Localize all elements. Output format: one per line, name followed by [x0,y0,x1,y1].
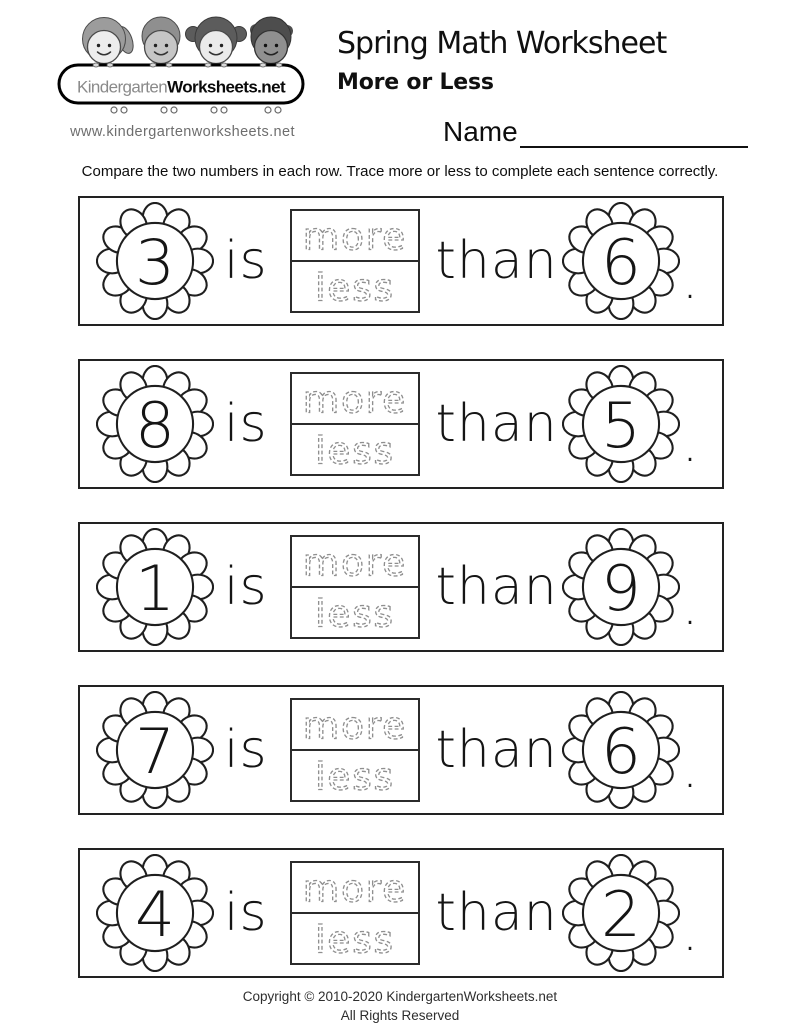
flower-number-left [96,528,214,646]
trace-cell-more [292,537,418,588]
logo-kid-girl-ponytail [83,18,137,64]
flower-number-right [562,365,680,483]
rights-text: All Rights Reserved [340,1007,460,1023]
word-is: is [224,557,268,617]
name-row [443,116,748,148]
right-number: 6 [600,225,641,299]
trace-word-less: less [314,264,395,309]
sentence-period: . [681,414,700,474]
site-logo [56,12,306,117]
trace-word-less: less [314,916,395,961]
name-line [520,118,748,148]
trace-word-more: more [302,213,407,258]
exercise-row [78,196,724,326]
exercise-row [78,359,724,489]
more-less-box [290,209,420,313]
trace-word-less: less [314,427,395,472]
sentence-period: . [681,251,700,311]
trace-cell-less [292,588,418,637]
trace-word-more: more [302,539,407,584]
word-is: is [224,720,268,780]
right-number: 6 [600,714,641,788]
logo-wordmark-kindergarten: Kindergarten [76,77,168,97]
logo-wordmark-worksheets: Worksheets.net [167,77,286,97]
trace-cell-more [292,211,418,262]
exercise-row [78,848,724,978]
flower-number-right [562,854,680,972]
left-number: 1 [135,551,175,625]
word-is: is [224,883,268,943]
word-than: than [435,557,558,617]
trace-cell-more [292,374,418,425]
trace-word-more: more [302,865,407,910]
page-subtitle: More or Less [337,70,494,95]
logo-kid-boy-curly [250,17,293,64]
more-less-box [290,535,420,639]
left-number: 3 [135,225,175,299]
sentence-period: . [681,577,700,637]
kid-feet-icon [111,107,281,113]
flower-number-left [96,365,214,483]
word-than: than [435,720,558,780]
right-number: 2 [600,877,641,951]
flower-number-left [96,854,214,972]
more-less-box [290,698,420,802]
more-less-box [290,861,420,965]
trace-cell-less [292,914,418,963]
page-title: Spring Math Worksheet [337,26,667,61]
trace-cell-less [292,262,418,311]
word-than: than [435,394,558,454]
exercise-rows [78,196,724,1011]
trace-cell-less [292,425,418,474]
right-number: 5 [600,388,641,462]
logo-kid-boy [142,17,180,64]
exercise-row [78,685,724,815]
trace-cell-more [292,700,418,751]
flower-number-right [562,691,680,809]
trace-word-less: less [314,590,395,635]
header-titles [337,26,666,95]
word-than: than [435,231,558,291]
trace-word-more: more [302,376,407,421]
name-label: Name [443,116,518,147]
trace-word-more: more [302,702,407,747]
copyright-text: Copyright © 2010-2020 KindergartenWorksheets.net [242,989,558,1004]
word-is: is [224,394,268,454]
flower-number-right [562,202,680,320]
flower-number-left [96,691,214,809]
exercise-row [78,522,724,652]
logo-kid-girl-pigtails [186,17,247,64]
logo-url: www.kindergartenworksheets.net [70,124,295,140]
more-less-box [290,372,420,476]
sentence-period: . [681,740,700,800]
trace-word-less: less [314,753,395,798]
page-footer [0,988,800,1026]
flower-number-right [562,528,680,646]
left-number: 4 [135,877,175,951]
flower-number-left [96,202,214,320]
sentence-period: . [681,903,700,963]
trace-cell-less [292,751,418,800]
logo-wordmark [77,78,286,97]
left-number: 7 [135,714,175,788]
logo-graphic [56,12,306,117]
word-than: than [435,883,558,943]
word-is: is [224,231,268,291]
right-number: 9 [600,551,641,625]
instructions: Compare the two numbers in each row. Trace more or less to complete each sentence correctly. [81,163,719,180]
left-number: 8 [135,388,175,462]
trace-cell-more [292,863,418,914]
